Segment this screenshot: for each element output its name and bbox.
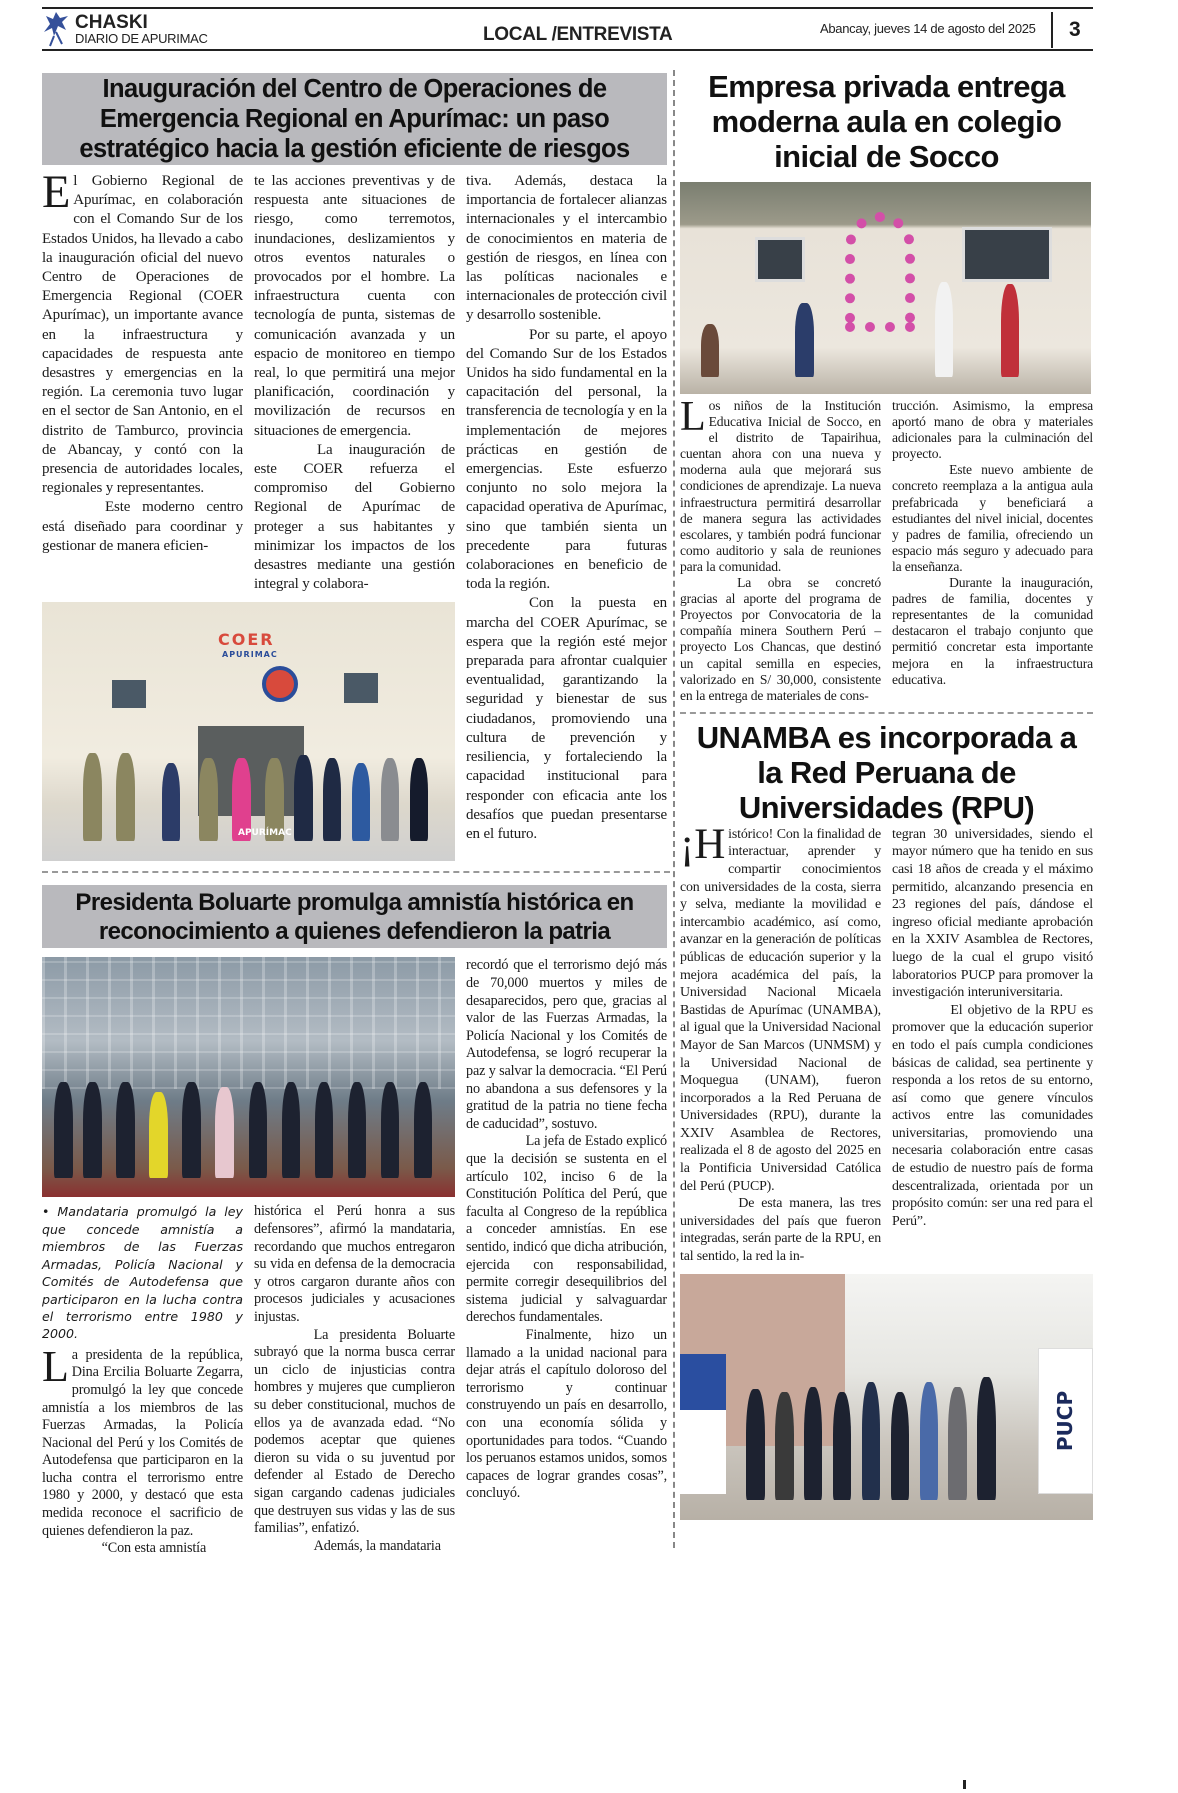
person — [795, 303, 813, 377]
issue-date: Abancay, jueves 14 de agosto del 2025 — [820, 21, 1036, 36]
paragraph: La jefa de Estado explicó que la decisión se sustenta en el artículo 102, inciso 6 de la Constitución Política del Perú, que faculta al Congreso de la república a conceder amnistías. En ese sentido, indicó que dicha atribución, ejercida con responsabilidad, permite corregir desequilibrios del sistema judicial y salvaguardar derechos fundamentales. — [466, 1133, 667, 1326]
window — [755, 237, 805, 282]
print-mark — [963, 1780, 966, 1789]
article-column — [466, 957, 667, 1557]
window — [344, 673, 378, 703]
person — [182, 1082, 201, 1178]
paragraph: Finalmente, hizo un llamado a la unidad nacional para dejar atrás el capítulo doloroso del terrorismo y continuar construyendo un país en desarrollo, con una economía sólida y oportunidades para todos. “Cuando los peruanos estamos unidos, somos capaces de lograr grandes cosas”, concluyó. — [466, 1326, 667, 1502]
person — [948, 1387, 967, 1500]
paragraph: La obra se concretó gracias al aporte del programa de Proyectos por Convocatoria de la compañía minera Southern Perú – proyecto Los Chancas, que destinó un capital semilla en especies, valorizado en S/ 30,000, consistente en la entrega de materiales de cons- — [680, 575, 881, 703]
article-column — [892, 398, 1093, 704]
person — [920, 1382, 939, 1500]
paragraph: El Gobierno Regional de Apurímac, en colaboración con el Comando Sur de los Estados Unidos, ha llevado a cabo la inauguración oficial del nuevo Centro de Operaciones de Emergencia Regional (COER Apurímac), un importante avance en la infraestructura y capacidades de respuesta ante desastres y emergencias en la región. La ceremonia tuvo lugar en el sector de San Antonio, en el distrito de Tamburco, provincia de Abancay, y contó con la presencia de autoridades locales, regionales y representantes. — [42, 167, 243, 497]
article-body-columns — [42, 1203, 455, 1557]
article-body-left — [42, 957, 455, 1557]
article-body-left — [42, 167, 455, 861]
caption-and-column — [42, 1203, 243, 1557]
paragraph: De esta manera, las tres universidades del país que fueron integradas, serán parte de la RPU, en tal sentido, la red la in- — [680, 1196, 881, 1265]
promulgation-photo — [42, 957, 455, 1197]
paragraph: Además, la mandataria — [313, 1537, 441, 1554]
logo — [42, 10, 208, 48]
logo-subtitle: DIARIO DE APURIMAC — [75, 30, 208, 46]
page-number: 3 — [1069, 18, 1081, 41]
assembly-banner — [680, 1354, 726, 1494]
paragraph: La inauguración de este COER refuerza el compromiso del Gobierno Regional de Apurímac de proteger a sus habitantes y minimizar los impactos de los desastres mediante una gestión integral y colabora- — [254, 441, 455, 593]
emergency-emblem — [262, 666, 298, 702]
section-label: LOCAL /ENTREVISTA — [483, 24, 673, 45]
person — [410, 758, 429, 841]
person — [891, 1392, 910, 1500]
person — [215, 1087, 234, 1178]
person — [381, 1082, 400, 1178]
paragraph: La presidenta de la república, Dina Ercilia Boluarte Zegarra, promulgó la ley que concede amnistía a los miembros de las Fuerzas Armadas, la Policía Nacional del Perú y los Comités de Autodefensa que participaron en la lucha contra el terrorismo entre 1980 y 2000, y destacó que esta medida reconoce el sacrificio de quienes defendieron la paz. — [42, 1341, 243, 1539]
paragraph: Los niños de la Institución Educativa Inicial de Socco, en el distrito de Tapairihua, cuentan ahora con una nueva y moderna aula que mejorará sus condiciones de aprendizaje. La nueva infraestructura permitirá desarrollar de manera segura las actividades escolares, y también podrá funcionar como auditorio y sala de reuniones para la comunidad. — [680, 393, 881, 574]
header-bottom-rule — [42, 49, 1093, 51]
paragraph: ¡Histórico! Con la finalidad de interactuar, aprender y compartir conocimientos con universidades de la costa, sierra y selva, mediante la movilidad e intercambio académico, así como, avanzar en la generación de políticas públicas de educación superior y la mejora académica del país, la Universidad Nacional Micaela Bastidas de Apurímac (UNAMBA), al igual que la Universidad Nacional Mayor de San Marcos (UNMSM) y la Universidad Nacional de Moquegua (UNAM), fueron incorporados a la Red Peruana de Universidades (RPU), durante la XXIV Asamblea de Rectores, realizada el 8 de agosto del 2025 en la Pontificia Universidad Católica del Perú (PUCP). — [680, 820, 881, 1194]
paragraph: Este moderno centro está diseñado para coordinar y gestionar de manera eficien- — [42, 499, 243, 554]
person — [775, 1392, 794, 1500]
paragraph: trucción. Asimismo, la empresa aportó mano de obra y materiales adicionales para la culminación del proyecto. — [892, 398, 1093, 462]
rectors-group-photo — [680, 1274, 1093, 1520]
article-body-columns — [680, 393, 1093, 704]
article-title: UNAMBA es incorporada a la Red Peruana de Universidades (RPU) — [696, 719, 1077, 825]
person — [414, 1082, 433, 1178]
person — [249, 1082, 268, 1178]
person — [149, 1092, 168, 1178]
paragraph: tiva. Además, destaca la importancia de fortalecer alianzas internacionales y el intercambio de conocimientos en materia de gestión de riesgos, en línea con las políticas nacionales e internacionales de protección civil y desarrollo sostenible. — [466, 173, 667, 324]
person — [323, 758, 342, 841]
paragraph: histórica el Perú honra a sus defensores”, afirmó la mandataria, recordando que muchos entregaron su vida en defensa de la democracia y otros cargaron durante años con procesos judiciales y acusaciones injustas. — [254, 1203, 455, 1326]
classroom-photo — [680, 182, 1091, 394]
window — [112, 680, 146, 708]
article-title: Presidenta Boluarte promulga amnistía histórica en reconocimiento a quienes defendieron la patria — [42, 885, 667, 948]
person — [352, 763, 371, 841]
person — [348, 1082, 367, 1178]
logo-name: CHASKI — [75, 11, 148, 33]
person — [116, 753, 135, 841]
person — [199, 758, 218, 841]
person — [83, 753, 102, 841]
person — [862, 1382, 881, 1500]
article-body — [42, 167, 667, 861]
article-column — [254, 1203, 455, 1557]
section-divider — [42, 871, 670, 873]
coer-building-photo — [42, 602, 455, 861]
header-top-rule — [42, 7, 1093, 9]
article-title: Inauguración del Centro de Operaciones de Emergencia Regional en Apurímac: un paso estratégico hacia la gestión eficiente de riesgos — [42, 73, 667, 165]
article-body-columns — [42, 167, 455, 594]
pucp-banner-text: PUCP — [1053, 1390, 1078, 1451]
article-coer — [42, 73, 667, 861]
paragraph: tegran 30 universidades, siendo el mayor número que ha tenido en sus casi 18 años de creada y el máximo permitido, alcanzando presencia en 23 regiones del país, dándose el ingreso oficial mediante aprobación en la XXIV Asamblea de Rectores, luego de la cual el grupo visitó laboratorios PUCP para promover la investigación interuniversitaria. — [892, 826, 1093, 1001]
photo-sign-sub: APURIMAC — [222, 650, 278, 660]
header-divider — [1051, 12, 1053, 48]
person — [116, 1082, 135, 1178]
person — [83, 1082, 102, 1178]
left-section — [42, 73, 667, 1558]
article-column — [42, 1341, 243, 1558]
chaski-runner-icon — [42, 10, 72, 48]
paragraph: Durante la inauguración, padres de familia, docentes y representantes de la comunidad destacaron el trabajo conjunto que permitió concretar esta importante mejora en la infraestructura educativa. — [892, 575, 1093, 687]
photo-caption: • Mandataria promulgó la ley que concede amnistía a miembros de las Fuerzas Armadas, Policía Nacional y Comités de Autodefensa que participaron en la lucha contra el terrorismo entre 1980 y 2000. — [42, 1204, 243, 1342]
paragraph: Con la puesta en marcha del COER Apurímac, se espera que la región esté mejor preparada para afrontar cualquier eventualidad, garantizando la seguridad y bienestar de sus ciudadanos, promoviendo una cultura de prevención y resiliencia, y fortaleciendo la capacidad institucional para responder con eficacia ante los desafíos que puedan presentarse en el futuro. — [466, 595, 667, 842]
article-column — [680, 393, 881, 704]
person — [935, 282, 953, 377]
article-column — [892, 826, 1093, 1266]
window — [962, 227, 1052, 282]
paragraph: te las acciones preventivas y de respuesta ante situaciones de riesgo, como terremotos, inundaciones, deslizamientos y otros eventos naturales o provocados por el hombre. La infraestructura cuenta con tecnología de punta, sistemas de comunicación avanzada y un espacio de monitoreo en tiempo real, lo que permitirá una mejor planificación, coordinación y movilización de recursos en situaciones de emergencia. — [254, 173, 455, 439]
pucp-banner — [1038, 1348, 1093, 1494]
person — [315, 1082, 334, 1178]
article-column — [680, 820, 881, 1266]
photo-sign: COER — [218, 630, 275, 650]
right-section — [680, 69, 1093, 1520]
article-socco — [680, 69, 1093, 704]
photo-logo: APURÍMAC — [238, 828, 292, 839]
article-body — [42, 957, 667, 1557]
article-unamba — [680, 720, 1093, 1520]
article-title: Empresa privada entrega moderna aula en colegio inicial de Socco — [708, 69, 1065, 174]
person — [746, 1389, 765, 1500]
person — [1001, 284, 1019, 377]
article-boluarte — [42, 885, 667, 1557]
paragraph: recordó que el terrorismo dejó más de 70,000 muertos y miles de desaparecidos, pero que, gracias al valor de las Fuerzas Armadas, la Policía Nacional y los Comités de Autodefensa, se logró recuperar la paz y salvar la democracia. “El Perú no abandona a sus defensores y la gratitud de la patria no tiene fecha de caducidad”, sostuvo. — [466, 957, 667, 1132]
person — [54, 1082, 73, 1178]
paragraph: “Con esta amnistía — [101, 1540, 207, 1557]
article-column — [466, 172, 667, 861]
paragraph: Este nuevo ambiente de concreto reemplaza a la antigua aula prefabricada y beneficiará a estudiantes del nivel inicial, docentes y padres de familia, ofreciendo un espacio más seguro y adecuado para la enseñanza. — [892, 462, 1093, 574]
paragraph: El objetivo de la RPU es promover que la educación superior en todo el país cumpla condiciones básicas de calidad, sea pertinente y responda a los retos de su entorno, así como que genere vínculos activos entre las comunidades universitarias, promoviendo una necesaria colaboración entre casas de estudio de nuestro país de forma descentralizada, orientada por un propósito común: ser una red para el Perú”. — [892, 1002, 1093, 1229]
person — [701, 324, 719, 377]
stained-glass — [42, 957, 455, 1089]
person — [294, 755, 313, 840]
paragraph: Por su parte, el apoyo del Comando Sur de los Estados Unidos ha sido fundamental en la capacitación del personal, la transferencia de tecnología y en la implementación de mejores prácticas en gestión de emergencias. Este esfuerzo conjunto no solo mejora la capacidad operativa de Apurímac, sino que también sienta un precedente para futuras colaboraciones en beneficio de toda la región. — [466, 326, 667, 593]
person — [282, 1082, 301, 1178]
column-divider — [673, 70, 675, 1548]
person — [381, 758, 400, 841]
paragraph: La presidenta Boluarte subrayó que la norma busca cerrar un ciclo de injusticias contra hombres y mujeres que cumplieron su deber constitucional, muchos de ellos ya de avanzada edad. “No podemos aceptar que quienes dieron su vida o su juventud por defender al Estado de Derecho sigan cargando cadenas judiciales que destruyen sus vidas y las de sus familias”, enfatizó. — [254, 1326, 455, 1537]
person — [977, 1377, 996, 1500]
section-divider — [680, 712, 1093, 714]
article-body-columns — [680, 820, 1093, 1266]
person — [833, 1392, 852, 1500]
person — [804, 1387, 823, 1500]
balloon-arch — [845, 212, 915, 332]
article-column — [254, 172, 455, 594]
person — [162, 763, 181, 841]
article-column — [42, 167, 243, 594]
